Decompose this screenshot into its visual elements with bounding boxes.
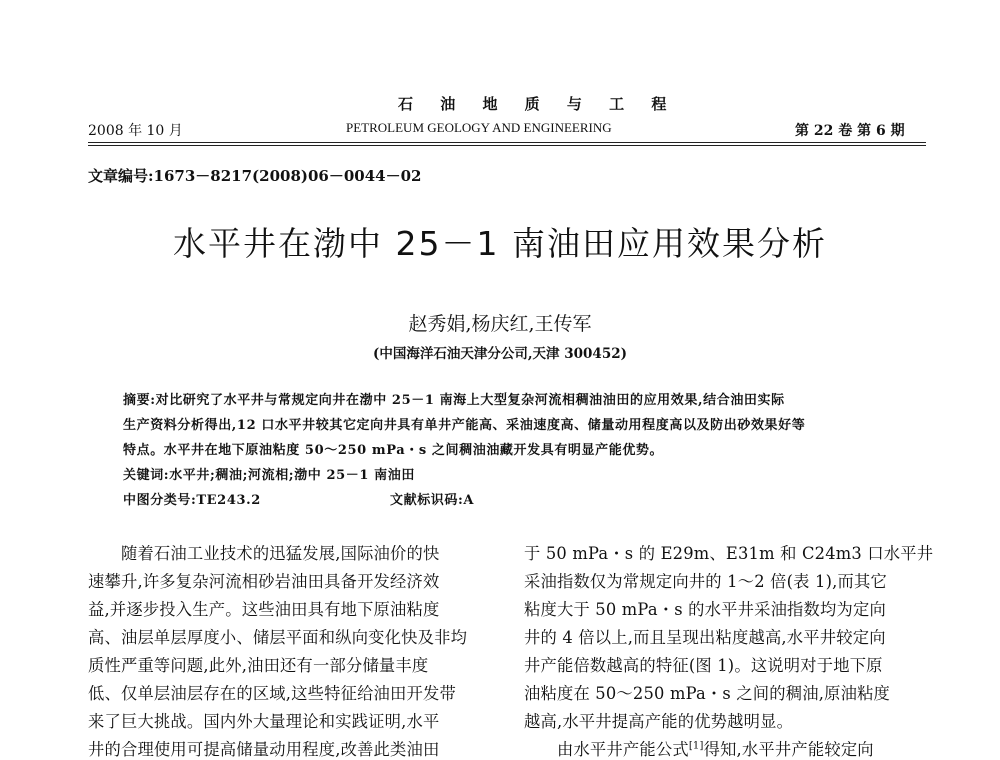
body-left-line: 高、油层单层厚度小、储层平面和纵向变化快及非均 bbox=[88, 628, 468, 647]
journal-title-en: PETROLEUM GEOLOGY AND ENGINEERING bbox=[346, 120, 612, 135]
abstract-line: 摘要:对比研究了水平井与常规定向井在渤中 25－1 南海上大型复杂河流相稠油油田的应用效果,结合油田实际 bbox=[123, 393, 785, 408]
body-right-line: 越高,水平井提高产能的优势越明显。 bbox=[524, 712, 794, 731]
document-code: 文献标识码:A bbox=[390, 493, 475, 508]
header-rule-bottom bbox=[88, 145, 926, 146]
keywords: 关键词:水平井;稠油;河流相;渤中 25－1 南油田 bbox=[123, 468, 415, 483]
article-number: 文章编号:1673－8217(2008)06－0044－02 bbox=[88, 167, 422, 185]
body-right-line: 粘度大于 50 mPa・s 的水平井采油指数均为定向 bbox=[524, 600, 886, 619]
body-left-line: 质性严重等问题,此外,油田还有一部分储量丰度 bbox=[88, 656, 429, 675]
body-right-line: 采油指数仅为常规定向井的 1～2 倍(表 1),而其它 bbox=[524, 572, 887, 591]
clc-number: 中图分类号:TE243.2 bbox=[123, 493, 261, 508]
affiliation: (中国海洋石油天津分公司,天津 300452) bbox=[372, 346, 628, 362]
issue-date: 2008 年 10 月 bbox=[88, 123, 183, 139]
body-left-line: 随着石油工业技术的迅猛发展,国际油价的快 bbox=[88, 544, 440, 563]
body-right-line: 井的 4 倍以上,而且呈现出粘度越高,水平井较定向 bbox=[524, 628, 886, 647]
citation-ref[interactable]: [1] bbox=[688, 740, 704, 752]
authors: 赵秀娟,杨庆红,王传军 bbox=[408, 313, 592, 335]
header-rule-top bbox=[88, 142, 926, 143]
abstract-line: 生产资料分析得出,12 口水平井较其它定向井具有单井产能高、采油速度高、储量动用程度高以及防出砂效果好等 bbox=[123, 418, 806, 433]
volume-issue: 第 22 卷 第 6 期 bbox=[795, 123, 905, 139]
body-left-line: 速攀升,许多复杂河流相砂岩油田具备开发经济效 bbox=[88, 572, 440, 591]
body-left-line: 来了巨大挑战。国内外大量理论和实践证明,水平 bbox=[88, 712, 440, 731]
paper-title: 水平井在渤中 25－1 南油田应用效果分析 bbox=[173, 224, 827, 263]
body-right-line: 井产能倍数越高的特征(图 1)。这说明对于地下原 bbox=[524, 656, 883, 675]
body-right-line: 于 50 mPa・s 的 E29m、E31m 和 C24m3 口水平井 bbox=[524, 544, 934, 563]
body-text: 由水平井产能公式 bbox=[524, 740, 689, 759]
body-right-line-last bbox=[524, 736, 874, 760]
body-right-line: 油粘度在 50～250 mPa・s 之间的稠油,原油粘度 bbox=[524, 684, 891, 703]
body-left-line: 益,并逐步投入生产。这些油田具有地下原油粘度 bbox=[88, 600, 440, 619]
body-left-line: 低、仅单层油层存在的区域,这些特征给油田开发带 bbox=[88, 684, 456, 703]
journal-title-cn: 石 油 地 质 与 工 程 bbox=[398, 95, 678, 113]
body-text: 得知,水平井产能较定向 bbox=[703, 740, 874, 759]
body-left-line: 井的合理使用可提高储量动用程度,改善此类油田 bbox=[88, 740, 440, 759]
abstract-line: 特点。水平井在地下原油粘度 50～250 mPa・s 之间稠油油藏开发具有明显产能优势。 bbox=[123, 443, 664, 458]
